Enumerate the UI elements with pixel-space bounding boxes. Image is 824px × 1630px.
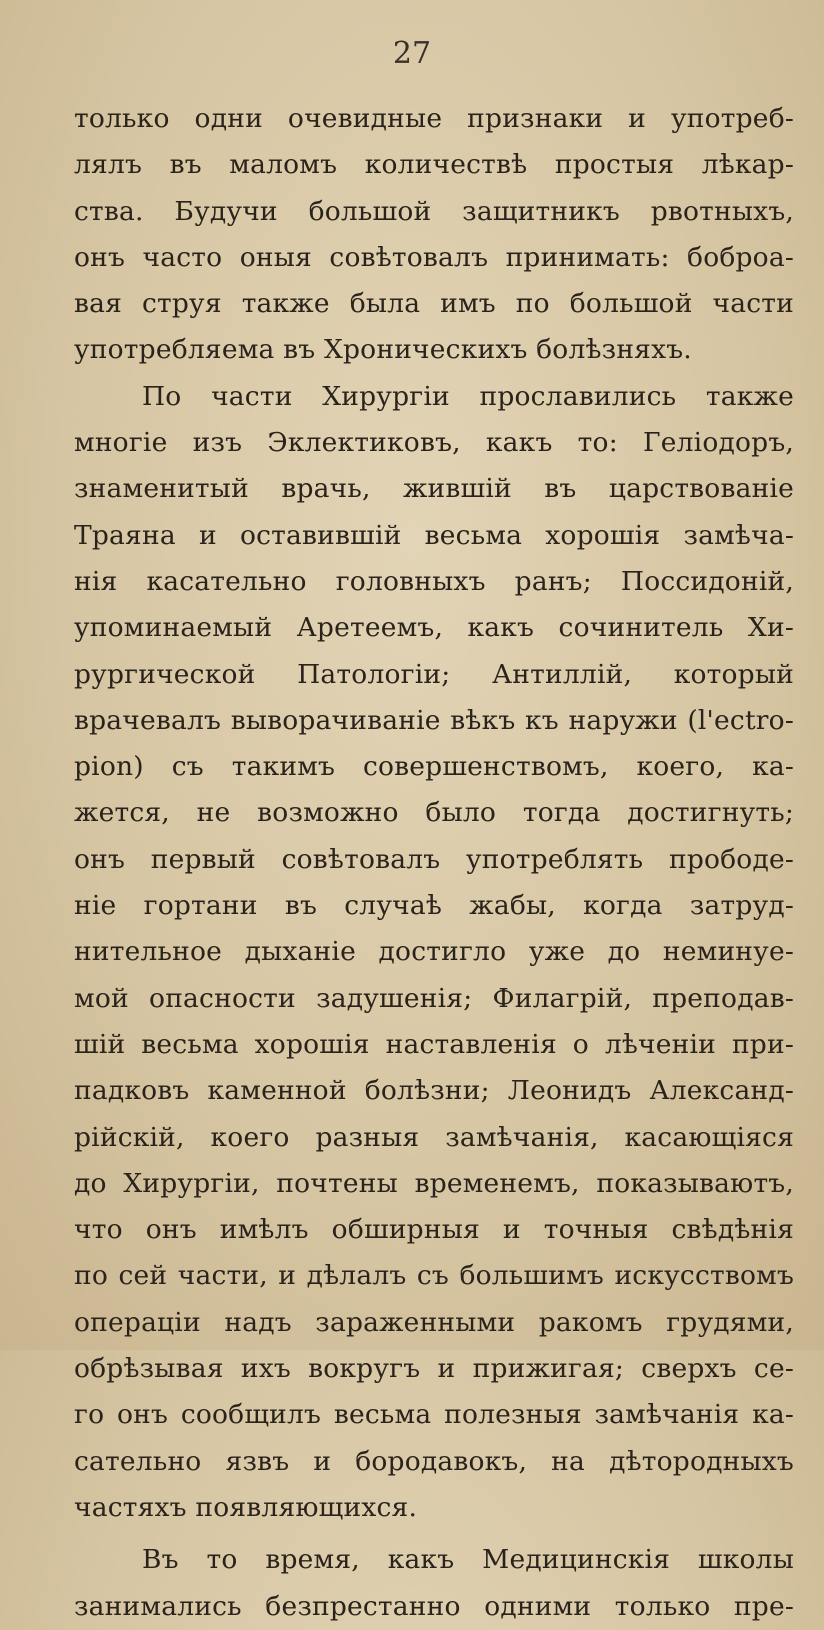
text-line: частяхъ появляющихся. bbox=[74, 1491, 418, 1523]
text-line: что онъ имѣлъ обширныя и точныя свѣдѣнія bbox=[74, 1214, 794, 1246]
text-block bbox=[74, 96, 794, 1630]
text-line: жется, не возможно было тогда достигнуть; bbox=[74, 797, 794, 829]
text-line: ства. Будучи большой защитникъ рвотныхъ, bbox=[74, 195, 794, 227]
text-line: Въ то время, какъ Медицинскія школы bbox=[142, 1544, 794, 1576]
text-line: употребляема въ Хроническихъ болѣзняхъ. bbox=[74, 334, 692, 366]
text-line: pion) съ такимъ совершенствомъ, коего, ка- bbox=[74, 751, 794, 783]
text-line: шій весьма хорошія наставленія о лѣченіи при- bbox=[74, 1028, 794, 1060]
page-number: 27 bbox=[392, 36, 432, 71]
text-line: операціи надъ зараженными ракомъ грудями, bbox=[74, 1306, 794, 1338]
text-line: сательно язвъ и бородавокъ, на дѣтородныхъ bbox=[74, 1445, 794, 1477]
text-line: по сей части, и дѣлалъ съ большимъ искусствомъ bbox=[74, 1260, 794, 1292]
text-line: многіе изъ Эклектиковъ, какъ то: Геліодоръ, bbox=[74, 427, 794, 459]
text-line: обрѣзывая ихъ вокругъ и прижигая; сверхъ се- bbox=[74, 1353, 794, 1385]
text-line: рійскій, коего разныя замѣчанія, касающіяся bbox=[74, 1121, 794, 1153]
text-line: падковъ каменной болѣзни; Леонидъ Александ- bbox=[74, 1075, 794, 1107]
text-line: упоминаемый Аретеемъ, какъ сочинитель Хи- bbox=[74, 612, 794, 644]
text-line: нительное дыханіе достигло уже до неминуе- bbox=[74, 936, 794, 968]
text-line: знаменитый врачь, жившій въ царствованіе bbox=[74, 473, 794, 505]
text-line: рургической Патологіи; Антиллій, который bbox=[74, 658, 794, 690]
text-line: онъ часто оныя совѣтовалъ принимать: боброа- bbox=[74, 241, 794, 273]
text-line: вая струя также была имъ по большой части bbox=[74, 288, 794, 320]
text-line: го онъ сообщилъ весьма полезныя замѣчанія ка- bbox=[74, 1399, 794, 1431]
text-line: нія касательно головныхъ ранъ; Поссидоній, bbox=[74, 565, 794, 597]
text-line: лялъ въ маломъ количествѣ простыя лѣкар- bbox=[74, 149, 794, 181]
text-line: онъ первый совѣтовалъ употреблять прободе- bbox=[74, 843, 794, 875]
text-line: По части Хирургіи прославились также bbox=[142, 380, 794, 412]
text-line: только одни очевидные признаки и употреб- bbox=[74, 103, 794, 134]
text-line: до Хирургіи, почтены временемъ, показываютъ, bbox=[74, 1167, 794, 1199]
text-line: занимались безпрестанно одними только пре- bbox=[74, 1590, 794, 1622]
text-line: врачевалъ выворачиваніе вѣкъ къ наружи (l'ectro- bbox=[74, 704, 794, 736]
text-line: ніе гортани въ случаѣ жабы, когда затруд- bbox=[74, 890, 794, 922]
text-line: Траяна и оставившій весьма хорошія замѣча- bbox=[74, 519, 794, 551]
text-line: мой опасности задушенія; Филагрій, преподав- bbox=[74, 982, 794, 1014]
